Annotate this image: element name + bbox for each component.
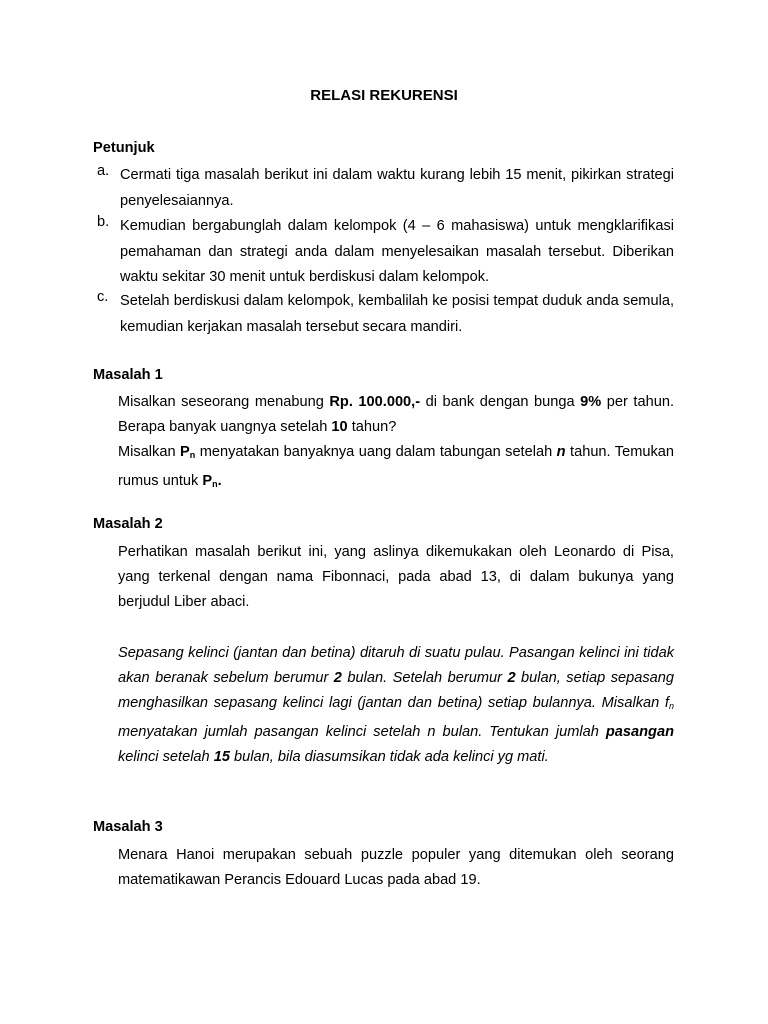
masalah2-paragraph-1: Perhatikan masalah berikut ini, yang aslinya dikemukakan oleh Leonardo di Pisa, yang terkenal dengan nama Fibonnaci, pada abad 13, di dalam bukunya yang berjudul Liber abaci. bbox=[118, 544, 674, 611]
masalah3-heading: Masalah 3 bbox=[93, 819, 163, 835]
masalah3-paragraph-1: Menara Hanoi merupakan sebuah puzzle populer yang ditemukan oleh seorang matematikawan Perancis Edouard Lucas pada abad 19. bbox=[118, 847, 674, 889]
item-label: a. bbox=[97, 163, 110, 179]
petunjuk-item-b bbox=[93, 214, 674, 291]
masalah1-paragraph-2: Misalkan $P_n$ menyatakan banyaknya uang dalam tabungan setelah n tahun. Temukan rumus untuk $P_n$. bbox=[118, 444, 675, 489]
masalah1-heading: Masalah 1 bbox=[93, 367, 163, 383]
item-text: Kemudian bergabunglah dalam kelompok (4 – 6 mahasiswa) untuk mengklarifikasi pemahaman dan strategi anda dalam menyelesaikan masalah tersebut. Diberikan waktu sekitar 30 menit untuk berdiskusi dalam kelompok. bbox=[120, 218, 674, 285]
masalah1-body bbox=[118, 390, 674, 497]
masalah2-paragraph-2: Sepasang kelinci (jantan dan betina) ditaruh di suatu pulau. Pasangan kelinci ini tidak akan beranak sebelum berumur 2 bulan. Setelah berumur 2 bulan, setiap sepasang menghasilkan sepasang kelinci lagi (jantan dan betina) setiap bulannya. Misalkan $f_n$ menyatakan jumlah pasangan kelinci setelah n bulan. Tentukan jumlah pasangan kelinci setelah 15 bulan, bila diasumsikan tidak ada kelinci yg mati. bbox=[118, 645, 674, 765]
item-text: Setelah berdiskusi dalam kelompok, kembalilah ke posisi tempat duduk anda semula, kemudian kerjakan masalah tersebut secara mandiri. bbox=[120, 293, 674, 335]
item-text: Cermati tiga masalah berikut ini dalam waktu kurang lebih 15 menit, pikirkan strategi penyelesaiannya. bbox=[120, 167, 674, 209]
petunjuk-item-a bbox=[93, 163, 674, 214]
petunjuk-item-c bbox=[93, 289, 674, 340]
masalah1-paragraph-1: Misalkan seseorang menabung Rp. 100.000,- di bank dengan bunga 9% per tahun. Berapa banyak uangnya setelah 10 tahun? bbox=[118, 394, 675, 436]
item-label: b. bbox=[97, 214, 110, 230]
petunjuk-heading: Petunjuk bbox=[93, 140, 155, 156]
page-title: RELASI REKURENSI bbox=[310, 87, 458, 104]
item-label: c. bbox=[97, 289, 109, 305]
masalah2-heading: Masalah 2 bbox=[93, 516, 163, 532]
